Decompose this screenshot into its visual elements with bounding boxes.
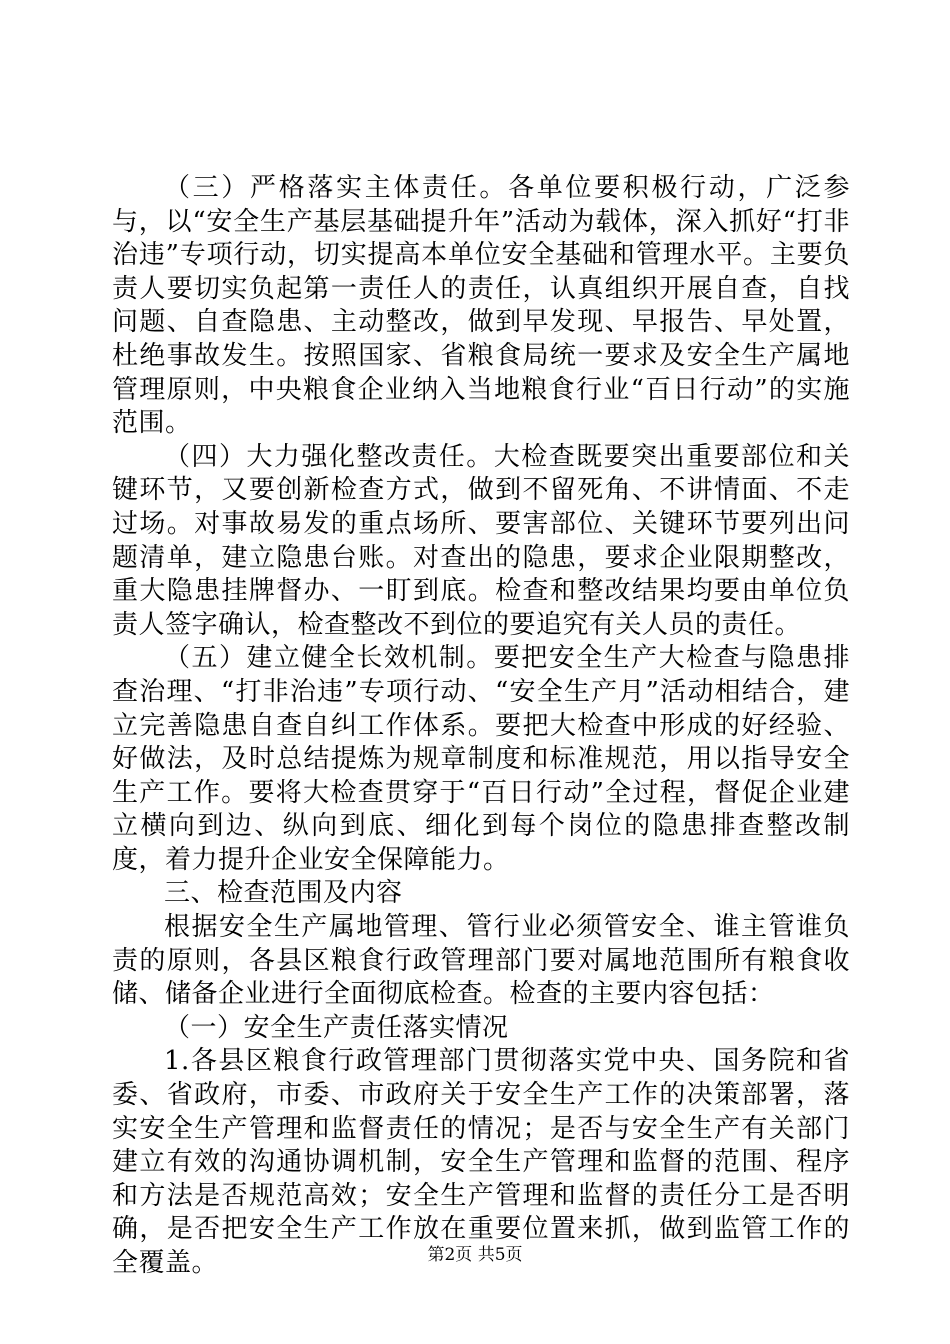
page-number-footer: 第2页 共5页 [427, 1245, 523, 1265]
section-heading-inspection-scope: 三、检查范围及内容 [164, 878, 403, 909]
document-body [112, 172, 850, 1281]
paragraph-section-3: （三）严格落实主体责任。各单位要积极行动，广泛参与，以“安全生产基层基础提升年”活动为载体，深入抓好“打非治违”专项行动，切实提高本单位安全基础和管理水平。主要负责人要切实负起第一责任人的责任，认真组织开展自查，自找问题、自查隐患、主动整改，做到早发现、早报告、早处置，杜绝事故发生。按照国家、省粮食局统一要求及安全生产属地管理原则，中央粮食企业纳入当地粮食行业“百日行动”的实施范围。 [112, 173, 850, 439]
paragraph-inspection-principle: 根据安全生产属地管理、管行业必须管安全、谁主管谁负责的原则，各县区粮食行政管理部门要对属地范围所有粮食收储、储备企业进行全面彻底检查。检查的主要内容包括： [112, 912, 850, 1010]
subheading-responsibility: （一）安全生产责任落实情况 [164, 1012, 509, 1043]
paragraph-item-1: 1.各县区粮食行政管理部门贯彻落实党中央、国务院和省委、省政府，市委、市政府关于安全生产工作的决策部署，落实安全生产管理和监督责任的情况；是否与安全生产有关部门建立有效的沟通协调机制，安全生产管理和监督的范围、程序和方法是否规范高效；安全生产管理和监督的责任分工是否明确，是否把安全生产工作放在重要位置来抓，做到监管工作的全覆盖。 [112, 1046, 850, 1278]
paragraph-section-4: （四）大力强化整改责任。大检查既要突出重要部位和关键环节，又要创新检查方式，做到不留死角、不讲情面、不走过场。对事故易发的重点场所、要害部位、关键环节要列出问题清单，建立隐患台账。对查出的隐患，要求企业限期整改，重大隐患挂牌督办、一盯到底。检查和整改结果均要由单位负责人签字确认，检查整改不到位的要追究有关人员的责任。 [112, 441, 850, 640]
paragraph-section-5: （五）建立健全长效机制。要把安全生产大检查与隐患排查治理、“打非治违”专项行动、“安全生产月”活动相结合，建立完善隐患自查自纠工作体系。要把大检查中形成的好经验、好做法，及时总结提炼为规章制度和标准规范，用以指导安全生产工作。要将大检查贯穿于“百日行动”全过程，督促企业建立横向到边、纵向到底、细化到每个岗位的隐患排查整改制度，着力提升企业安全保障能力。 [112, 643, 850, 875]
